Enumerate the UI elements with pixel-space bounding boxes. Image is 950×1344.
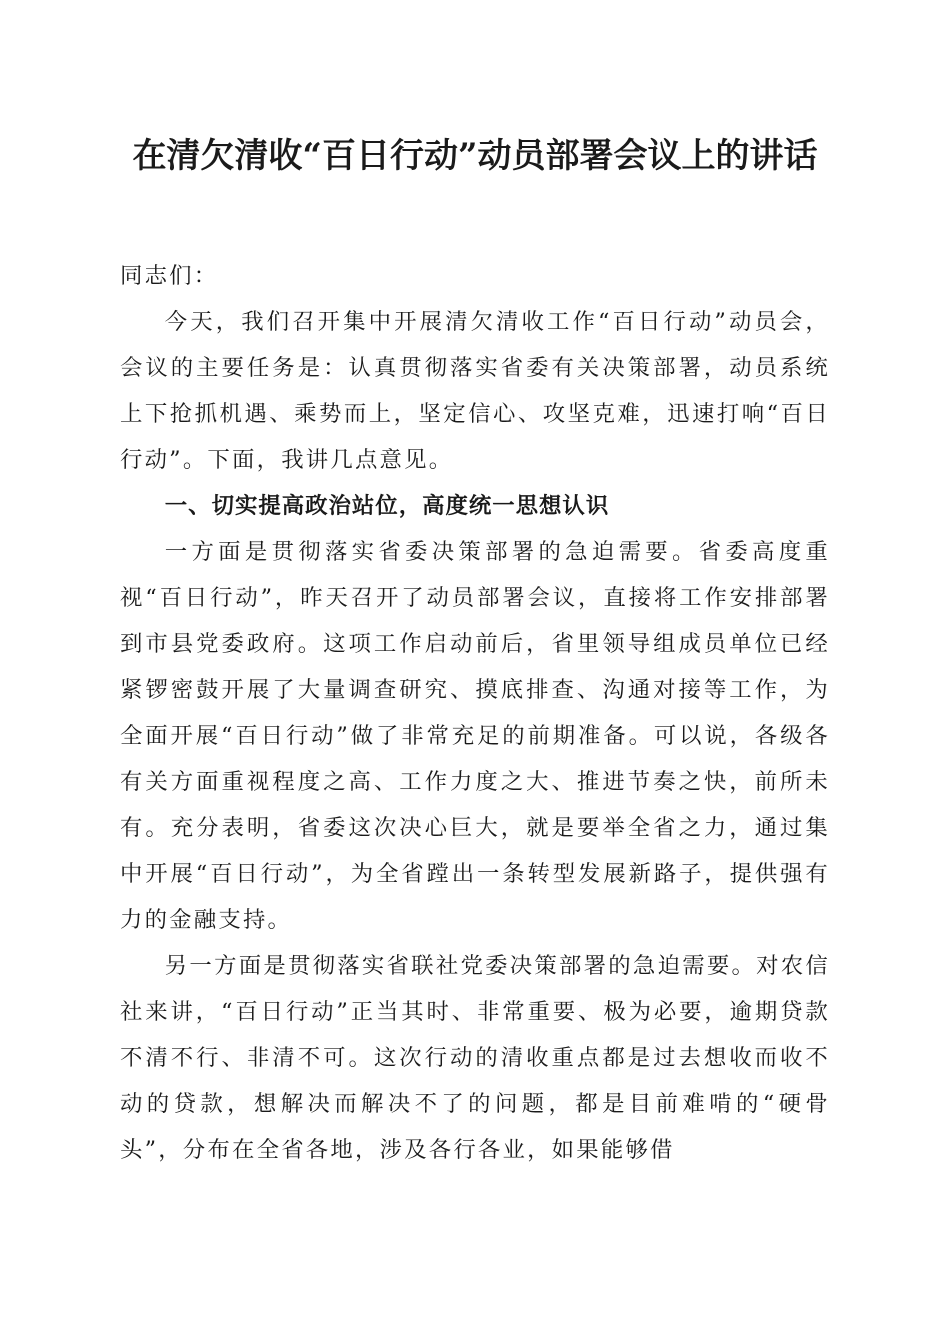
section-paragraph: 一方面是贯彻落实省委决策部署的急迫需要。省委高度重视“百日行动”，昨天召开了动员部署会议，直接将工作安排部署到市县党委政府。这项工作启动前后，省里领导组成员单位已经紧锣密鼓开展了大量调查研究、摸底排查、沟通对接等工作，为全面开展“百日行动”做了非常充足的前期准备。可以说，各级各有关方面重视程度之高、工作力度之大、推进节奏之快，前所未有。充分表明，省委这次决心巨大，就是要举全省之力，通过集中开展“百日行动”，为全省蹚出一条转型发展新路子，提供强有力的金融支持。 [120,539,830,933]
section-heading: 一、切实提高政治站位，高度统一思想认识 [164,493,610,519]
section-paragraph: 另一方面是贯彻落实省联社党委决策部署的急迫需要。对农信社来讲，“百日行动”正当其时、非常重要、极为必要，逾期贷款不清不行、非清不可。这次行动的清收重点都是过去想收而收不动的贷款，想解决而解决不了的问题，都是目前难啃的“硬骨头”，分布在全省各地，涉及各行各业，如果能够借 [120,953,830,1163]
document-title: 在清欠清收“百日行动”动员部署会议上的讲话 [132,136,818,176]
intro-paragraph: 今天，我们召开集中开展清欠清收工作“百日行动”动员会，会议的主要任务是：认真贯彻落实省委有关决策部署，动员系统上下抢抓机遇、乘势而上，坚定信心、攻坚克难，迅速打响“百日行动”。下面，我讲几点意见。 [120,309,830,473]
document-body [120,253,830,1173]
salutation: 同志们： [120,263,219,289]
